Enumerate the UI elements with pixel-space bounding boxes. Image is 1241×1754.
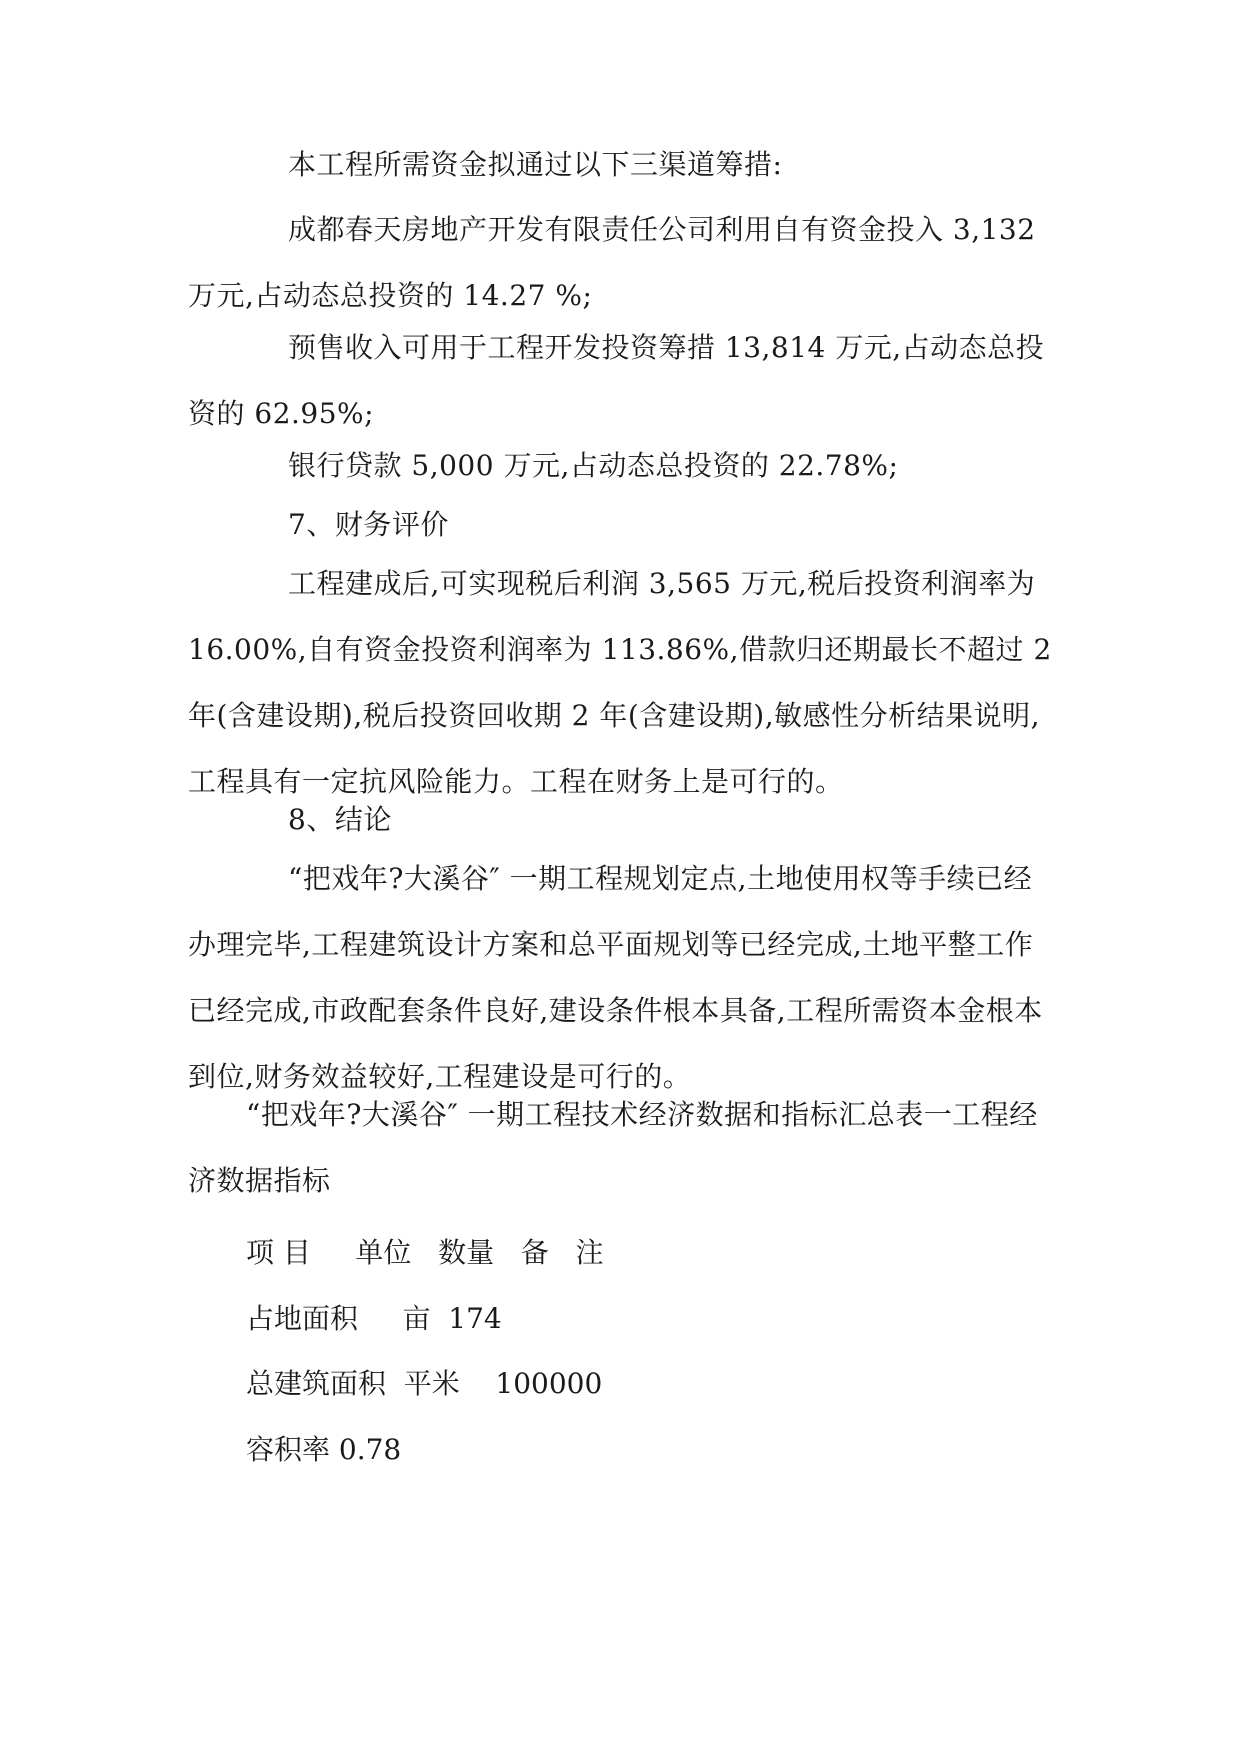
table-row: 总建筑面积 平米 100000 [246, 1367, 603, 1400]
paragraph-text: 银行贷款 5,000 万元,占动态总投资的 22.78%; [288, 449, 899, 482]
paragraph-text: 预售收入可用于工程开发投资筹措 13,814 万元,占动态总投资的 62.95%; [188, 331, 1045, 430]
heading-text: 7、财务评价 [288, 508, 449, 541]
paragraph-text: “把戏年?大溪谷″ 一期工程技术经济数据和指标汇总表一工程经济数据指标 [188, 1098, 1038, 1197]
heading-text: 8、结论 [288, 803, 392, 836]
paragraph-text: 本工程所需资金拟通过以下三渠道筹措: [288, 148, 783, 181]
paragraph-presale-income [188, 315, 1053, 447]
table-header-row: 项 目 单位 数量 备 注 [246, 1236, 604, 1269]
section-heading-conclusion [188, 787, 1053, 853]
paragraph-financial-evaluation [188, 551, 1053, 815]
paragraph-text: “把戏年?大溪谷″ 一期工程规划定点,土地使用权等手续已经办理完毕,工程建筑设计方案和总平面规划等已经完成,土地平整工作已经完成,市政配套条件良好,建设条件根本具备,工程所需资本金根本到位,财务效益较好,工程建设是可行的。 [188, 862, 1043, 1093]
paragraph-text: 成都春天房地产开发有限责任公司利用自有资金投入 3,132 万元,占动态总投资的 14.27 %; [188, 213, 1036, 312]
paragraph-conclusion [188, 846, 1053, 1110]
table-row: 占地面积 亩 174 [246, 1302, 502, 1335]
paragraph-bank-loan [188, 433, 1053, 499]
paragraph-funding-intro [188, 132, 1053, 198]
table-row: 容积率 0.78 [246, 1433, 402, 1466]
paragraph-text: 工程建成后,可实现税后利润 3,565 万元,税后投资利润率为16.00%,自有资金投资利润率为 113.86%,借款归还期最长不超过 2 年(含建设期),税后投资回收期 2 年(含建设期),敏感性分析结果说明,工程具有一定抗风险能力。工程在财务上是可行的。 [188, 567, 1052, 798]
paragraph-table-title [188, 1082, 1053, 1214]
section-heading-financial-evaluation [188, 492, 1053, 558]
paragraph-own-funds [188, 197, 1053, 329]
